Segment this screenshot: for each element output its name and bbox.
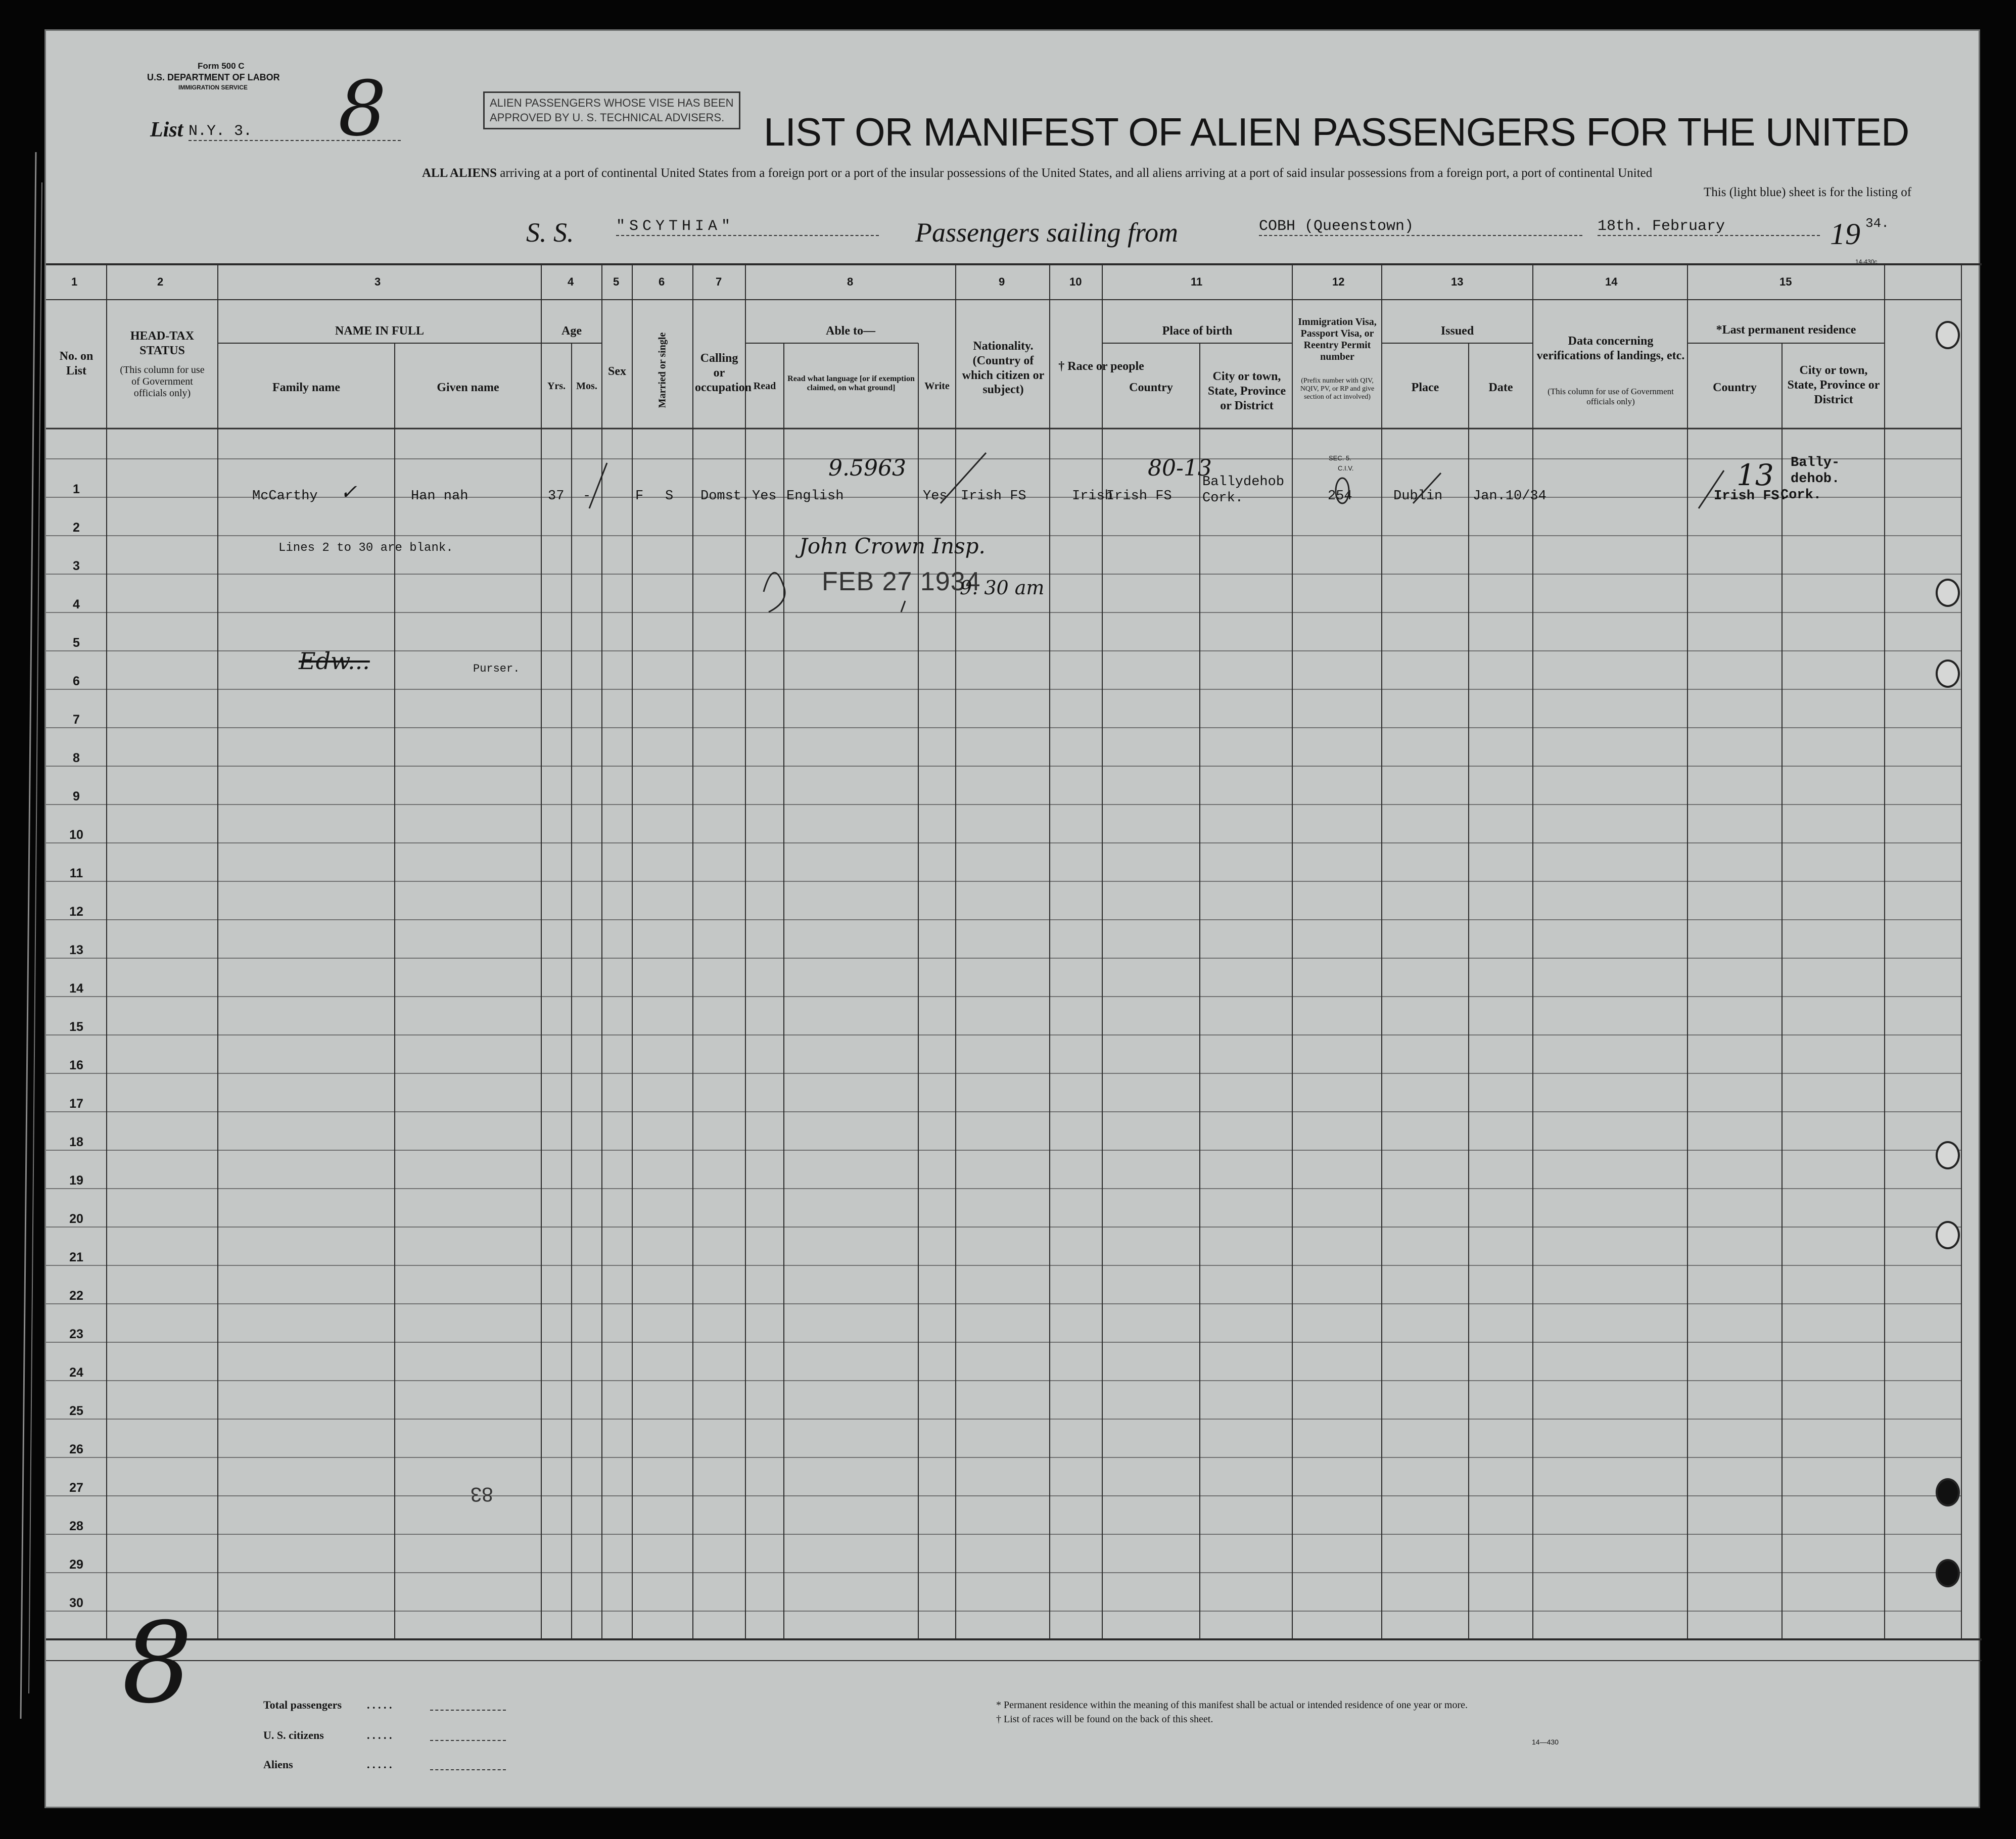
department-label: U.S. DEPARTMENT OF LABOR	[147, 72, 280, 82]
footer-aliens-label: Aliens	[263, 1758, 293, 1771]
departure-port: COBH (Queenstown)	[1259, 218, 1582, 236]
header-head-tax: HEAD-TAX STATUS	[130, 329, 195, 357]
column-number: 15	[1779, 275, 1792, 288]
binder-hole	[1936, 321, 1960, 349]
entry-read: Yes	[752, 489, 777, 504]
row-number: 12	[69, 905, 83, 919]
header-head-tax-note: (This column for use of Government officials only)	[120, 364, 205, 399]
column-number: 8	[847, 275, 854, 288]
row-number: 27	[69, 1481, 83, 1495]
corner-code: 14-430c	[1855, 258, 1878, 265]
header-age: Age	[561, 324, 582, 338]
header-immigration-visa-note: (Prefix number with QIV, NQIV, PV, or RP and give section of act involved)	[1300, 377, 1375, 401]
header-given-name: Given name	[437, 381, 499, 394]
footer-total-label: Total passengers	[263, 1699, 342, 1711]
purser-label: Purser.	[473, 663, 520, 675]
row-number: 2	[73, 521, 80, 535]
row-number: 4	[73, 597, 80, 611]
row-number: 3	[73, 559, 80, 573]
header-age-yrs: Yrs.	[547, 381, 566, 392]
entry-visa-sec-line2: C.I.V.	[1338, 464, 1354, 472]
row-number: 28	[69, 1519, 83, 1533]
header-nationality: Nationality. (Country of which citizen or subject)	[962, 340, 1045, 397]
time-note: 9. 30 am	[960, 577, 1045, 599]
hand-note-col11: 80-13	[1148, 455, 1212, 481]
lines-blank-note: Lines 2 to 30 are blank.	[278, 541, 453, 555]
row-number: 25	[69, 1404, 83, 1418]
page-title: LIST OR MANIFEST OF ALIEN PASSENGERS FOR THE UNITED	[764, 110, 1909, 154]
header-data-concerning: Data concerning verifications of landings, etc.	[1536, 335, 1685, 362]
entry-birth-city-line1: Ballydehob	[1202, 475, 1285, 490]
row-number: 7	[73, 713, 80, 727]
row-number: 11	[69, 866, 83, 880]
row-number: 20	[69, 1212, 83, 1226]
binder-hole	[1936, 579, 1960, 607]
header-race: † Race or people	[1058, 360, 1144, 373]
header-married-or-single: Married or single	[657, 332, 668, 408]
column-number: 11	[1191, 275, 1203, 288]
sailing-date: 18th. February	[1598, 218, 1820, 236]
row-number: 5	[73, 636, 80, 650]
entry-birth-city-line2: Cork.	[1202, 491, 1244, 506]
row-number: 6	[73, 674, 80, 688]
row-number: 22	[69, 1289, 83, 1303]
column-number: 13	[1451, 275, 1464, 288]
row-number: 26	[69, 1442, 83, 1456]
entry-age-yrs: 37	[548, 489, 565, 504]
header-age-mos: Mos.	[576, 381, 597, 392]
row-number: 15	[69, 1020, 83, 1034]
row-number: 13	[69, 943, 83, 957]
header-name-in-full: NAME IN FULL	[335, 324, 424, 338]
header-calling: Calling or occupation	[695, 352, 752, 394]
row-number: 19	[69, 1173, 83, 1188]
subtitle-text: arriving at a port of continental United States from a foreign port or a port of the insular possessions of the United States, and all aliens arriving at a port of said insular possessions from a foreign port, a port of continental United	[500, 166, 1653, 180]
entry-language: English	[786, 489, 844, 504]
hand-slash-marks	[46, 31, 1982, 1810]
subtitle-lead: ALL ALIENS	[422, 166, 497, 180]
row-number: 1	[73, 482, 80, 496]
entry-residence-city-line2: dehob.	[1791, 471, 1840, 487]
entry-age-mos: -	[583, 489, 591, 504]
header-issued-date: Date	[1488, 381, 1513, 394]
header-read: Read	[753, 381, 776, 392]
row-number: 14	[69, 981, 83, 996]
header-last-residence: *Last permanent residence	[1716, 323, 1856, 337]
binder-hole	[1936, 1221, 1960, 1249]
row-number: 10	[69, 828, 83, 842]
purser-signature: Edw...	[299, 647, 370, 675]
entry-residence-city-line1: Bally-	[1791, 455, 1840, 470]
header-read-what-language: Read what language [or if exemption claimed, on what ground]	[787, 374, 915, 393]
row-number: 9	[73, 789, 80, 804]
corner-hand-number: 8	[122, 1598, 193, 1728]
entry-residence-country: Irish FS.	[1714, 489, 1788, 504]
row-number: 16	[69, 1058, 83, 1072]
sailing-label: Passengers sailing from	[915, 217, 1179, 248]
entry-birth-country: Irish FS	[1106, 489, 1172, 504]
list-value: N.Y. 3.	[189, 123, 401, 141]
entry-visa-number: 254	[1328, 489, 1352, 504]
year-suffix: 34.	[1865, 216, 1889, 231]
footer-note-residence: * Permanent residence within the meaning of this manifest shall be actual or intended residence of one year or more.	[996, 1700, 1468, 1711]
footer-us-citizens-dots: . . . . .	[367, 1729, 392, 1741]
header-residence-city: City or town, State, Province or District	[1787, 364, 1880, 406]
binder-hole	[1936, 1141, 1960, 1169]
entry-race: Irish	[1072, 489, 1113, 504]
footer-note-races: † List of races will be found on the back of this sheet.	[996, 1714, 1213, 1725]
column-number: 14	[1605, 275, 1618, 288]
footer-aliens-line	[430, 1769, 506, 1770]
approval-stamp-line2: APPROVED BY U. S. TECHNICAL ADVISERS.	[490, 111, 725, 124]
column-number: 10	[1069, 275, 1082, 288]
subtitle-line2: This (light blue) sheet is for the listing of	[1704, 185, 1912, 199]
header-family-name: Family name	[272, 381, 340, 394]
entry-issued-date: Jan.10/34	[1473, 489, 1546, 504]
approval-stamp-line1: ALIEN PASSENGERS WHOSE VISE HAS BEEN	[490, 97, 734, 109]
header-issued: Issued	[1440, 324, 1474, 338]
column-number: 1	[71, 275, 78, 288]
column-number: 5	[613, 275, 620, 288]
entry-sex: F	[635, 489, 644, 504]
service-label: IMMIGRATION SERVICE	[178, 84, 248, 91]
entry-residence-city-line3: Cork.	[1780, 488, 1822, 503]
header-immigration-visa: Immigration Visa, Passport Visa, or Reentry Permit number	[1298, 316, 1377, 362]
hand-note-col15: 13	[1737, 458, 1774, 492]
page-edge-lines	[16, 152, 46, 1719]
entry-visa-sec-line1: SEC. 5.	[1329, 454, 1351, 462]
header-sex: Sex	[608, 365, 626, 378]
column-number: 12	[1332, 275, 1345, 288]
footer-us-citizens-label: U. S. citizens	[263, 1729, 324, 1741]
entry-family-name: McCarthy	[252, 489, 318, 504]
header-issued-place: Place	[1411, 381, 1439, 394]
row-number: 29	[69, 1558, 83, 1572]
header-birth-city: City or town, State, Province or District	[1207, 370, 1286, 412]
entry-nationality: Irish FS	[961, 489, 1026, 504]
page-mark: 83	[471, 1483, 493, 1505]
binder-hole	[1936, 1559, 1960, 1587]
entry-write: Yes	[923, 489, 948, 504]
entry-issued-place: Dublin	[1393, 489, 1443, 504]
header-write: Write	[924, 381, 950, 392]
row-number: 21	[69, 1250, 83, 1264]
row-number: 17	[69, 1097, 83, 1111]
entry-family-check: ✓	[340, 481, 357, 504]
header-able-to: Able to—	[826, 324, 875, 338]
form-number: Form 500 C	[198, 61, 245, 71]
column-number: 2	[157, 275, 164, 288]
binder-hole	[1936, 659, 1960, 688]
date-stamp: FEB 27 1934	[822, 567, 981, 596]
hand-note-col8: 9.5963	[828, 455, 906, 481]
entry-given-name: Han nah	[411, 489, 468, 504]
list-label: List	[150, 118, 183, 142]
header-birth-country: Country	[1129, 381, 1173, 394]
footer-total-line	[430, 1710, 506, 1711]
year-prefix: 19	[1830, 217, 1860, 251]
inspector-signature: John Crown Insp.	[799, 534, 986, 558]
row-number: 18	[69, 1135, 83, 1149]
column-number: 3	[374, 275, 381, 288]
row-number: 30	[69, 1596, 83, 1610]
row-number: 24	[69, 1365, 83, 1380]
column-number: 9	[999, 275, 1005, 288]
entry-marital: S	[665, 489, 674, 504]
header-residence-country: Country	[1713, 381, 1757, 394]
row-number: 23	[69, 1327, 83, 1341]
manifest-sheet	[44, 29, 1980, 1808]
binder-hole	[1936, 1478, 1960, 1506]
column-number: 4	[568, 275, 574, 288]
header-no-on-list: No. on List	[59, 350, 93, 378]
header-data-concerning-note: (This column for use of Government officials only)	[1548, 387, 1674, 406]
footer-aliens-dots: . . . . .	[367, 1758, 392, 1771]
footer-total-dots: . . . . .	[367, 1699, 392, 1711]
row-number: 8	[73, 751, 80, 765]
entry-occupation: Domst.	[700, 489, 750, 504]
footer-us-citizens-line	[430, 1740, 506, 1741]
ship-label: S. S.	[526, 217, 574, 248]
ship-name: "SCYTHIA"	[616, 218, 879, 236]
header-place-of-birth: Place of birth	[1162, 324, 1233, 338]
list-handwritten-number: 8	[338, 65, 387, 153]
footer-form-code: 14—430	[1532, 1738, 1559, 1746]
column-number: 7	[716, 275, 722, 288]
column-number: 6	[659, 275, 665, 288]
